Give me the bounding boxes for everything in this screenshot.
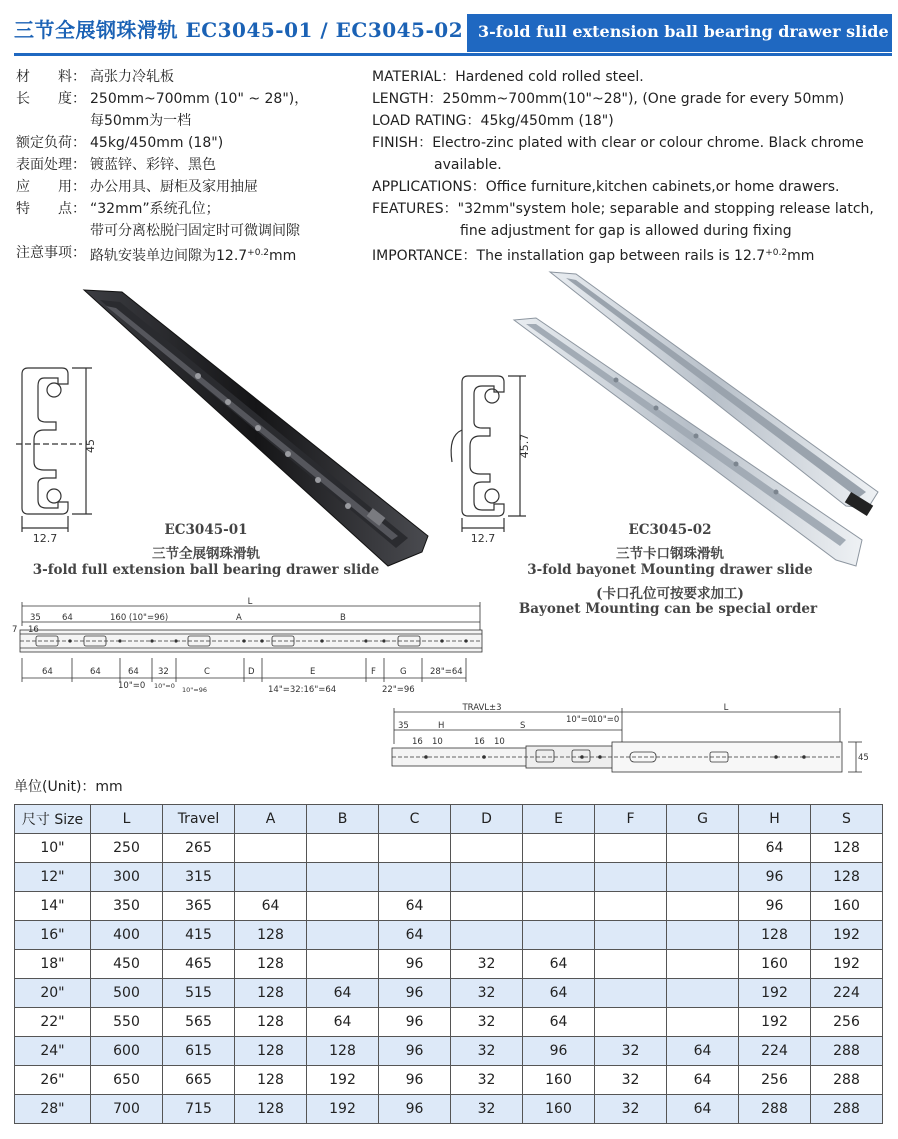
table-cell bbox=[451, 921, 523, 950]
figure1-model: EC3045-01 bbox=[164, 522, 248, 538]
table-cell bbox=[595, 950, 667, 979]
table-cell: 128 bbox=[235, 1037, 307, 1066]
table-cell bbox=[595, 1008, 667, 1037]
dim-160: 160 (10"=96) bbox=[110, 613, 169, 623]
table-cell: 128 bbox=[811, 863, 883, 892]
table-cell: 64 bbox=[523, 1008, 595, 1037]
figure2-note-cn: (卡口孔位可按要求加工) bbox=[596, 586, 744, 602]
table-cell: 715 bbox=[163, 1095, 235, 1124]
dim-D: D bbox=[248, 667, 255, 677]
table-cell: 96 bbox=[739, 892, 811, 921]
table-cell: 192 bbox=[739, 979, 811, 1008]
profile-height-label: 45.7 bbox=[518, 433, 531, 459]
table-cell: 288 bbox=[811, 1066, 883, 1095]
table-cell bbox=[667, 834, 739, 863]
spec-value: 高张力冷轧板 bbox=[90, 69, 174, 85]
table-cell: 96 bbox=[379, 1095, 451, 1124]
table-cell: 600 bbox=[91, 1037, 163, 1066]
dim-10: 10 bbox=[432, 737, 443, 747]
dim-7: 7 bbox=[12, 625, 18, 635]
table-cell: 128 bbox=[811, 834, 883, 863]
spec-key: MATERIAL： bbox=[372, 69, 456, 85]
spec-key: 额定负荷： bbox=[16, 135, 86, 151]
table-cell: 96 bbox=[379, 1066, 451, 1095]
table-cell: 565 bbox=[163, 1008, 235, 1037]
spec-row-material-cn bbox=[16, 66, 361, 88]
table-cell: 20" bbox=[15, 979, 91, 1008]
table-cell: 24" bbox=[15, 1037, 91, 1066]
profile-width-label: 12.7 bbox=[32, 532, 58, 545]
dim-64: 64 bbox=[90, 667, 101, 677]
table-cell: 288 bbox=[811, 1095, 883, 1124]
table-cell: 64 bbox=[235, 892, 307, 921]
table-cell: 22" bbox=[15, 1008, 91, 1037]
table-cell bbox=[595, 979, 667, 1008]
dim-16: 16 bbox=[412, 737, 423, 747]
spec-value: 45kg/450mm (18") bbox=[90, 135, 224, 151]
spec-key: 表面处理： bbox=[16, 157, 86, 173]
table-cell: 415 bbox=[163, 921, 235, 950]
figure2-name-en: 3-fold bayonet Mounting drawer slide bbox=[527, 562, 813, 578]
table-cell: 18" bbox=[15, 950, 91, 979]
column-header: F bbox=[595, 805, 667, 834]
table-cell bbox=[307, 834, 379, 863]
table-cell bbox=[667, 892, 739, 921]
spec-value: The installation gap between rails is 12.7 bbox=[476, 248, 766, 264]
table-cell: 288 bbox=[811, 1037, 883, 1066]
tolerance: +0.2 bbox=[765, 248, 788, 258]
column-header: H bbox=[739, 805, 811, 834]
tolerance: +0.2 bbox=[247, 248, 270, 258]
table-cell: 315 bbox=[163, 863, 235, 892]
spec-row-feature-en-2 bbox=[372, 220, 892, 242]
spec-row-finish-en bbox=[372, 132, 892, 154]
table-cell: 128 bbox=[739, 921, 811, 950]
spec-value: 250mm~700mm (10" ~ 28")， bbox=[90, 91, 309, 107]
table-cell bbox=[307, 892, 379, 921]
table-row bbox=[15, 892, 883, 921]
dim-10: 10 bbox=[494, 737, 505, 747]
table-row bbox=[15, 979, 883, 1008]
spec-key: 特 点： bbox=[16, 201, 86, 217]
spec-key: 长 度： bbox=[16, 91, 86, 107]
spec-key: 注意事项： bbox=[16, 245, 86, 261]
table-cell: 160 bbox=[523, 1095, 595, 1124]
column-header: L bbox=[91, 805, 163, 834]
table-cell bbox=[307, 863, 379, 892]
spec-value: 250mm~700mm(10"~28"), (One grade for every 50mm) bbox=[442, 91, 845, 107]
note-10: 10"=0 bbox=[154, 682, 175, 690]
spec-row-application-en bbox=[372, 176, 892, 198]
table-cell: 64 bbox=[739, 834, 811, 863]
table-row bbox=[15, 950, 883, 979]
table-cell: 365 bbox=[163, 892, 235, 921]
table-cell: 192 bbox=[811, 921, 883, 950]
table-header-row bbox=[15, 805, 883, 834]
figure1-name-cn: 三节全展钢珠滑轨 bbox=[152, 546, 260, 562]
table-cell: 32 bbox=[595, 1095, 667, 1124]
table-row bbox=[15, 921, 883, 950]
column-header: Travel bbox=[163, 805, 235, 834]
table-cell: 515 bbox=[163, 979, 235, 1008]
table-cell: 550 bbox=[91, 1008, 163, 1037]
table-cell bbox=[451, 834, 523, 863]
table-cell bbox=[523, 892, 595, 921]
table-cell: 32 bbox=[451, 1066, 523, 1095]
dim-H: H bbox=[438, 721, 445, 731]
spec-row-length-en bbox=[372, 88, 892, 110]
spec-row-application-cn bbox=[16, 176, 361, 198]
spec-value: available. bbox=[434, 157, 502, 173]
table-cell bbox=[451, 892, 523, 921]
table-cell: 465 bbox=[163, 950, 235, 979]
spec-row-feature-cn-2 bbox=[16, 220, 361, 242]
table-cell: 96 bbox=[739, 863, 811, 892]
table-cell: 32 bbox=[595, 1037, 667, 1066]
table-cell: 128 bbox=[235, 921, 307, 950]
note-14: 14"=32:16"=64 bbox=[268, 685, 337, 695]
table-cell: 32 bbox=[451, 950, 523, 979]
spec-value: "32mm"system hole; separable and stopping release latch, bbox=[457, 201, 874, 217]
hole-layout-drawing bbox=[10, 596, 490, 700]
spec-row-feature-cn bbox=[16, 198, 361, 220]
table-cell: 650 bbox=[91, 1066, 163, 1095]
table-cell: 128 bbox=[235, 1008, 307, 1037]
table-cell: 10" bbox=[15, 834, 91, 863]
note-10: 10"=0 bbox=[592, 715, 620, 725]
spec-row-finish-cn bbox=[16, 154, 361, 176]
table-cell: 28" bbox=[15, 1095, 91, 1124]
table-cell bbox=[235, 863, 307, 892]
title-divider bbox=[14, 53, 892, 56]
dim-A: A bbox=[236, 613, 242, 623]
column-header: G bbox=[667, 805, 739, 834]
table-cell bbox=[667, 979, 739, 1008]
table-cell bbox=[523, 863, 595, 892]
column-header: A bbox=[235, 805, 307, 834]
spec-row-important-cn bbox=[16, 242, 361, 264]
table-cell: 160 bbox=[523, 1066, 595, 1095]
table-cell: 32 bbox=[451, 979, 523, 1008]
table-cell bbox=[307, 921, 379, 950]
table-cell bbox=[667, 921, 739, 950]
spec-row-important-en bbox=[372, 242, 892, 264]
table-cell: 192 bbox=[739, 1008, 811, 1037]
table-cell: 665 bbox=[163, 1066, 235, 1095]
table-cell bbox=[595, 834, 667, 863]
table-cell: 192 bbox=[307, 1066, 379, 1095]
table-cell: 615 bbox=[163, 1037, 235, 1066]
spec-value: 每50mm为一档 bbox=[90, 113, 192, 129]
table-cell: 700 bbox=[91, 1095, 163, 1124]
profile-width-label: 12.7 bbox=[470, 532, 496, 545]
table-cell: 160 bbox=[811, 892, 883, 921]
table-cell: 128 bbox=[235, 950, 307, 979]
table-cell: 64 bbox=[307, 1008, 379, 1037]
figure1-name-en: 3-fold full extension ball bearing drawer slide bbox=[32, 562, 380, 578]
spec-value: 45kg/450mm (18") bbox=[480, 113, 614, 129]
table-cell bbox=[451, 863, 523, 892]
size-table bbox=[14, 804, 883, 1124]
table-cell: 64 bbox=[667, 1066, 739, 1095]
table-cell: 64 bbox=[667, 1037, 739, 1066]
table-cell bbox=[523, 921, 595, 950]
note-10: 10"=0 bbox=[566, 715, 594, 725]
figure2-name-cn: 三节卡口钢珠滑轨 bbox=[616, 546, 724, 562]
table-cell: 26" bbox=[15, 1066, 91, 1095]
column-header: 尺寸 Size bbox=[15, 805, 91, 834]
unit: mm bbox=[787, 248, 815, 264]
column-header: C bbox=[379, 805, 451, 834]
table-cell: 250 bbox=[91, 834, 163, 863]
table-row bbox=[15, 834, 883, 863]
dim-S: S bbox=[520, 721, 526, 731]
table-cell bbox=[379, 863, 451, 892]
dim-45: 45 bbox=[858, 753, 869, 763]
dim-B: B bbox=[340, 613, 346, 623]
table-cell bbox=[307, 950, 379, 979]
table-cell: 300 bbox=[91, 863, 163, 892]
dim-travel: TRAVL±3 bbox=[462, 703, 502, 713]
spec-value: fine adjustment for gap is allowed during fixing bbox=[460, 223, 792, 239]
spec-value: Electro-zinc plated with clear or colour chrome. Black chrome bbox=[432, 135, 864, 151]
spec-value-group bbox=[90, 242, 296, 267]
unit-label: 单位(Unit)：mm bbox=[14, 779, 123, 795]
table-cell bbox=[523, 834, 595, 863]
table-cell bbox=[235, 834, 307, 863]
table-cell: 256 bbox=[739, 1066, 811, 1095]
table-cell: 288 bbox=[739, 1095, 811, 1124]
dim-L: L bbox=[723, 703, 729, 713]
column-header: B bbox=[307, 805, 379, 834]
table-cell: 96 bbox=[523, 1037, 595, 1066]
table-cell: 64 bbox=[307, 979, 379, 1008]
dim-F: F bbox=[371, 667, 376, 677]
column-header: S bbox=[811, 805, 883, 834]
table-cell: 265 bbox=[163, 834, 235, 863]
spec-row-load-en bbox=[372, 110, 892, 132]
spec-list-en bbox=[372, 66, 892, 264]
spec-value: 带可分离松脱闩固定时可微调间隙 bbox=[90, 223, 300, 239]
table-cell: 128 bbox=[235, 979, 307, 1008]
spec-key: LENGTH： bbox=[372, 91, 443, 107]
note-22: 22"=96 bbox=[382, 685, 415, 695]
note-10: 10"=0 bbox=[118, 681, 146, 691]
dim-35: 35 bbox=[398, 721, 409, 731]
dim-64: 64 bbox=[62, 613, 73, 623]
spec-key: IMPORTANCE： bbox=[372, 248, 477, 264]
table-cell: 64 bbox=[523, 950, 595, 979]
dim-35: 35 bbox=[30, 613, 41, 623]
table-cell: 32 bbox=[451, 1037, 523, 1066]
table-cell: 400 bbox=[91, 921, 163, 950]
figure2-model: EC3045-02 bbox=[628, 522, 712, 538]
table-cell bbox=[379, 834, 451, 863]
table-cell: 32 bbox=[451, 1095, 523, 1124]
table-cell: 64 bbox=[523, 979, 595, 1008]
spec-row-load-cn bbox=[16, 132, 361, 154]
dim-E: E bbox=[310, 667, 316, 677]
table-cell: 224 bbox=[739, 1037, 811, 1066]
table-cell: 128 bbox=[235, 1095, 307, 1124]
table-cell: 96 bbox=[379, 1008, 451, 1037]
table-cell: 64 bbox=[379, 921, 451, 950]
spec-key: APPLICATIONS： bbox=[372, 179, 486, 195]
profile-height-label: 45 bbox=[84, 439, 97, 453]
unit: mm bbox=[269, 248, 297, 264]
spec-key: LOAD RATING： bbox=[372, 113, 481, 129]
column-header: D bbox=[451, 805, 523, 834]
table-cell: 192 bbox=[307, 1095, 379, 1124]
table-row bbox=[15, 1095, 883, 1124]
table-cell: 96 bbox=[379, 1037, 451, 1066]
table-cell: 32 bbox=[595, 1066, 667, 1095]
table-cell: 192 bbox=[811, 950, 883, 979]
table-row bbox=[15, 863, 883, 892]
spec-row-finish-en-2 bbox=[372, 154, 892, 176]
table-cell bbox=[595, 892, 667, 921]
table-row bbox=[15, 1037, 883, 1066]
table-cell: 128 bbox=[307, 1037, 379, 1066]
dim-64: 64 bbox=[42, 667, 53, 677]
spec-value: 路轨安装单边间隙为12.7 bbox=[90, 248, 248, 264]
dim-28: 28"=64 bbox=[430, 667, 463, 677]
spec-key: 材 料： bbox=[16, 69, 86, 85]
dim-16: 16 bbox=[28, 625, 39, 635]
table-cell bbox=[595, 921, 667, 950]
table-cell bbox=[667, 863, 739, 892]
dim-32: 32 bbox=[158, 667, 169, 677]
note-10-96: 10"=96 bbox=[182, 686, 207, 694]
spec-value: 办公用具、厨柜及家用抽屉 bbox=[90, 179, 258, 195]
dim-L: L bbox=[247, 597, 253, 607]
dim-C: C bbox=[204, 667, 210, 677]
table-cell: 96 bbox=[379, 979, 451, 1008]
table-cell: 350 bbox=[91, 892, 163, 921]
table-cell: 12" bbox=[15, 863, 91, 892]
spec-key: FINISH： bbox=[372, 135, 433, 151]
dim-64: 64 bbox=[128, 667, 139, 677]
dim-G: G bbox=[400, 667, 407, 677]
spec-key: FEATURES： bbox=[372, 201, 458, 217]
spec-row-feature-en bbox=[372, 198, 892, 220]
table-cell: 32 bbox=[451, 1008, 523, 1037]
extension-drawing bbox=[386, 700, 876, 780]
spec-list-cn bbox=[16, 66, 361, 264]
spec-value: Hardened cold rolled steel. bbox=[455, 69, 644, 85]
dim-16: 16 bbox=[474, 737, 485, 747]
table-cell: 160 bbox=[739, 950, 811, 979]
page-title-en: 3-fold full extension ball bearing drawer slide bbox=[478, 22, 889, 41]
table-cell bbox=[667, 1008, 739, 1037]
table-cell: 96 bbox=[379, 950, 451, 979]
table-cell: 128 bbox=[235, 1066, 307, 1095]
table-cell: 14" bbox=[15, 892, 91, 921]
spec-value: 镀蓝锌、彩锌、黑色 bbox=[90, 157, 216, 173]
column-header: E bbox=[523, 805, 595, 834]
table-cell: 16" bbox=[15, 921, 91, 950]
spec-key: 应 用： bbox=[16, 179, 86, 195]
table-cell: 64 bbox=[667, 1095, 739, 1124]
table-row bbox=[15, 1066, 883, 1095]
spec-row-length-cn bbox=[16, 88, 361, 110]
table-cell: 500 bbox=[91, 979, 163, 1008]
table-cell: 64 bbox=[379, 892, 451, 921]
figure2-note-en: Bayonet Mounting can be special order bbox=[518, 601, 818, 617]
spec-row-length-cn-2 bbox=[16, 110, 361, 132]
table-cell: 450 bbox=[91, 950, 163, 979]
page-title-cn: 三节全展钢珠滑轨 EC3045-01 / EC3045-02 bbox=[14, 18, 464, 42]
table-row bbox=[15, 1008, 883, 1037]
table-cell bbox=[595, 863, 667, 892]
spec-value: Office furniture,kitchen cabinets,or home drawers. bbox=[485, 179, 840, 195]
spec-value: “32mm”系统孔位； bbox=[90, 201, 220, 217]
table-cell: 224 bbox=[811, 979, 883, 1008]
spec-row-material-en bbox=[372, 66, 892, 88]
table-cell: 256 bbox=[811, 1008, 883, 1037]
table-cell bbox=[667, 950, 739, 979]
